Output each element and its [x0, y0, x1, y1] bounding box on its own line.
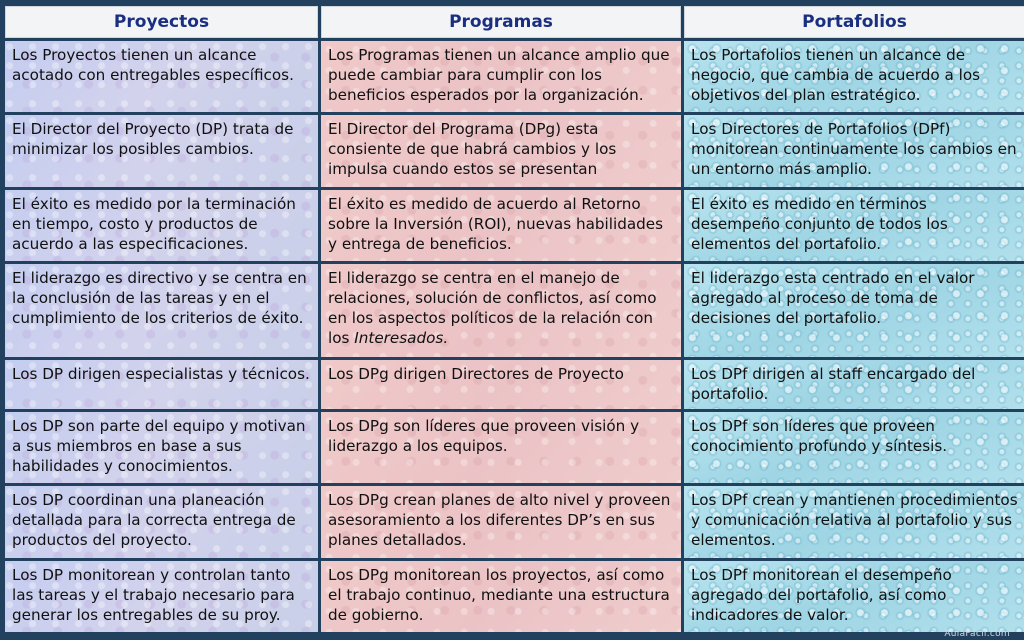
cell-proyectos: El Director del Proyecto (DP) trata de minimizar los posibles cambios. [5, 115, 318, 186]
cell-portafolios: Los Directores de Portafolios (DPf) monitorean continuamente los cambios en un entorno más amplio. [684, 115, 1024, 186]
header-proyectos: Proyectos [5, 6, 318, 38]
table-row [5, 264, 1024, 357]
table-row [5, 561, 1024, 632]
cell-portafolios: Los DPf dirigen al staff encargado del portafolio. [684, 360, 1024, 410]
comparison-table [2, 3, 1024, 635]
cell-portafolios: El liderazgo esta centrado en el valor agregado al proceso de toma de decisiones del portafolio. [684, 264, 1024, 357]
cell-portafolios: Los Portafolios tienen un alcance de negocio, que cambia de acuerdo a los objetivos del plan estratégico. [684, 41, 1024, 112]
cell-proyectos: Los DP son parte del equipo y motivan a sus miembros en base a sus habilidades y conocimientos. [5, 412, 318, 483]
header-row [5, 6, 1024, 38]
cell-programas: Los DPg monitorean los proyectos, así como el trabajo continuo, mediante una estructura de gobierno. [321, 561, 681, 632]
cell-text: El liderazgo se centra en el manejo de relaciones, solución de conflictos, así como en los aspectos políticos de la relación con los [328, 268, 657, 347]
cell-proyectos: Los DP dirigen especialistas y técnicos. [5, 360, 318, 410]
cell-programas [321, 264, 681, 357]
table-row [5, 486, 1024, 557]
header-portafolios: Portafolios [684, 6, 1024, 38]
table-row [5, 41, 1024, 112]
cell-programas: Los DPg crean planes de alto nivel y proveen asesoramiento a los diferentes DP’s en sus planes detallados. [321, 486, 681, 557]
table-row [5, 115, 1024, 186]
table-row [5, 360, 1024, 410]
cell-programas: Los Programas tienen un alcance amplio que puede cambiar para cumplir con los beneficios esperados por la organización. [321, 41, 681, 112]
cell-proyectos: Los Proyectos tienen un alcance acotado con entregables específicos. [5, 41, 318, 112]
table-row [5, 412, 1024, 483]
cell-portafolios: Los DPf son líderes que proveen conocimiento profundo y síntesis. [684, 412, 1024, 483]
cell-proyectos: El liderazgo es directivo y se centra en la conclusión de las tareas y en el cumplimiento de los criterios de éxito. [5, 264, 318, 357]
cell-portafolios: Los DPf crean y mantienen procedimientos y comunicación relativa al portafolio y sus elementos. [684, 486, 1024, 557]
cell-portafolios: El éxito es medido en términos desempeño conjunto de todos los elementos del portafolio. [684, 190, 1024, 261]
cell-proyectos: El éxito es medido por la terminación en tiempo, costo y productos de acuerdo a las especificaciones. [5, 190, 318, 261]
cell-programas: Los DPg dirigen Directores de Proyecto [321, 360, 681, 410]
table-row [5, 190, 1024, 261]
cell-programas: El éxito es medido de acuerdo al Retorno sobre la Inversión (ROI), nuevas habilidades y entrega de beneficios. [321, 190, 681, 261]
cell-proyectos: Los DP coordinan una planeación detallada para la correcta entrega de productos del proyecto. [5, 486, 318, 557]
cell-programas: El Director del Programa (DPg) esta consiente de que habrá cambios y los impulsa cuando estos se presentan [321, 115, 681, 186]
cell-portafolios: Los DPf monitorean el desempeño agregado del portafolio, así como indicadores de valor. [684, 561, 1024, 632]
interesados-term: Interesados. [354, 328, 449, 347]
cell-programas: Los DPg son líderes que proveen visión y liderazgo a los equipos. [321, 412, 681, 483]
header-programas: Programas [321, 6, 681, 38]
watermark: AulaFacil.com [944, 629, 1010, 639]
cell-proyectos: Los DP monitorean y controlan tanto las tareas y el trabajo necesario para generar los entregables de su proy. [5, 561, 318, 632]
